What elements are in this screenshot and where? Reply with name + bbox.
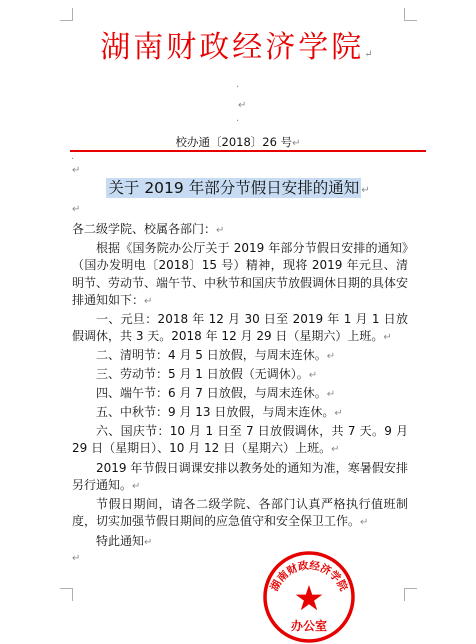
empty-paragraph-mark: ↵ bbox=[72, 165, 81, 176]
document-number: 校办通〔2018〕26 号 bbox=[175, 135, 293, 149]
margin-corner-bottom-right bbox=[404, 588, 417, 601]
body-paragraph-6: 五、中秋节：9 月 13 日放假，与周末连休。↵ bbox=[96, 405, 343, 419]
document-number-line bbox=[0, 134, 476, 150]
empty-paragraph-mark: ↵ bbox=[238, 100, 247, 111]
paragraph-mark: ↵ bbox=[364, 49, 376, 60]
notice-title[interactable]: 关于 2019 年部分节假日安排的通知 bbox=[108, 179, 360, 197]
closing-line: 特此通知↵ bbox=[96, 534, 153, 548]
margin-corner-top-right bbox=[404, 8, 417, 21]
red-header-rule bbox=[70, 150, 426, 152]
empty-paragraph-mark: ↵ bbox=[72, 204, 81, 215]
body-paragraph-7: 六、国庆节：10 月 1 日至 7 日放假调休，共 7 天。9 月 29 日（星期日）、10 月 12 日（星期六）上班。↵ bbox=[72, 424, 408, 456]
salutation: 各二级学院、校属各部门：↵ bbox=[72, 222, 225, 236]
body-paragraph-1: 根据《国务院办公厅关于 2019 年部分节假日安排的通知》（国办发明电〔2018〕15 号）精神，现将 2019 年元旦、清明节、劳动节、端午节、中秋节和国庆节放假调休日期的具体安排通知如下：↵ bbox=[72, 241, 409, 308]
body-paragraph-4: 三、劳动节：5 月 1 日放假（无调休）。↵ bbox=[96, 367, 318, 381]
empty-paragraph-mark: ↵ bbox=[72, 553, 81, 564]
margin-corner-top-left bbox=[60, 8, 73, 21]
body-paragraph-5: 四、端午节：6 月 7 日放假，与周末连休。↵ bbox=[96, 386, 336, 400]
margin-corner-bottom-left bbox=[60, 588, 73, 601]
empty-paragraph-mark: · bbox=[71, 154, 75, 165]
seal-office-text: 办公室 bbox=[290, 619, 328, 633]
institution-header bbox=[0, 22, 476, 66]
paragraph-mark: ↵ bbox=[292, 138, 301, 149]
empty-paragraph-mark: · bbox=[236, 82, 240, 93]
notice-title-line[interactable] bbox=[0, 176, 476, 198]
seal-ring-text: 湖南财政经济学院 bbox=[268, 559, 350, 594]
body-paragraph-2: 一、元旦：2018 年 12 月 30 日至 2019 年 1 月 1 日放假调休，共 3 天。2018 年 12 月 29 日（星期六）上班。↵ bbox=[72, 312, 408, 344]
paragraph-mark: ↵ bbox=[361, 185, 370, 196]
seal-star-icon bbox=[296, 585, 323, 610]
body-paragraph-9: 节假日期间，请各二级学院、各部门认真严格执行值班制度，切实加强节假日期间的应急值守和安全保卫工作。↵ bbox=[72, 497, 408, 529]
body-paragraph-3: 二、清明节：4 月 5 日放假，与周末连休。↵ bbox=[96, 348, 336, 362]
body-paragraph-8: 2019 年节假日调课安排以教务处的通知为准，寒暑假安排另行通知。↵ bbox=[72, 461, 408, 493]
official-seal bbox=[262, 550, 356, 644]
institution-name: 湖南财政经济学院 bbox=[100, 30, 365, 65]
empty-paragraph-mark: · bbox=[236, 116, 240, 127]
